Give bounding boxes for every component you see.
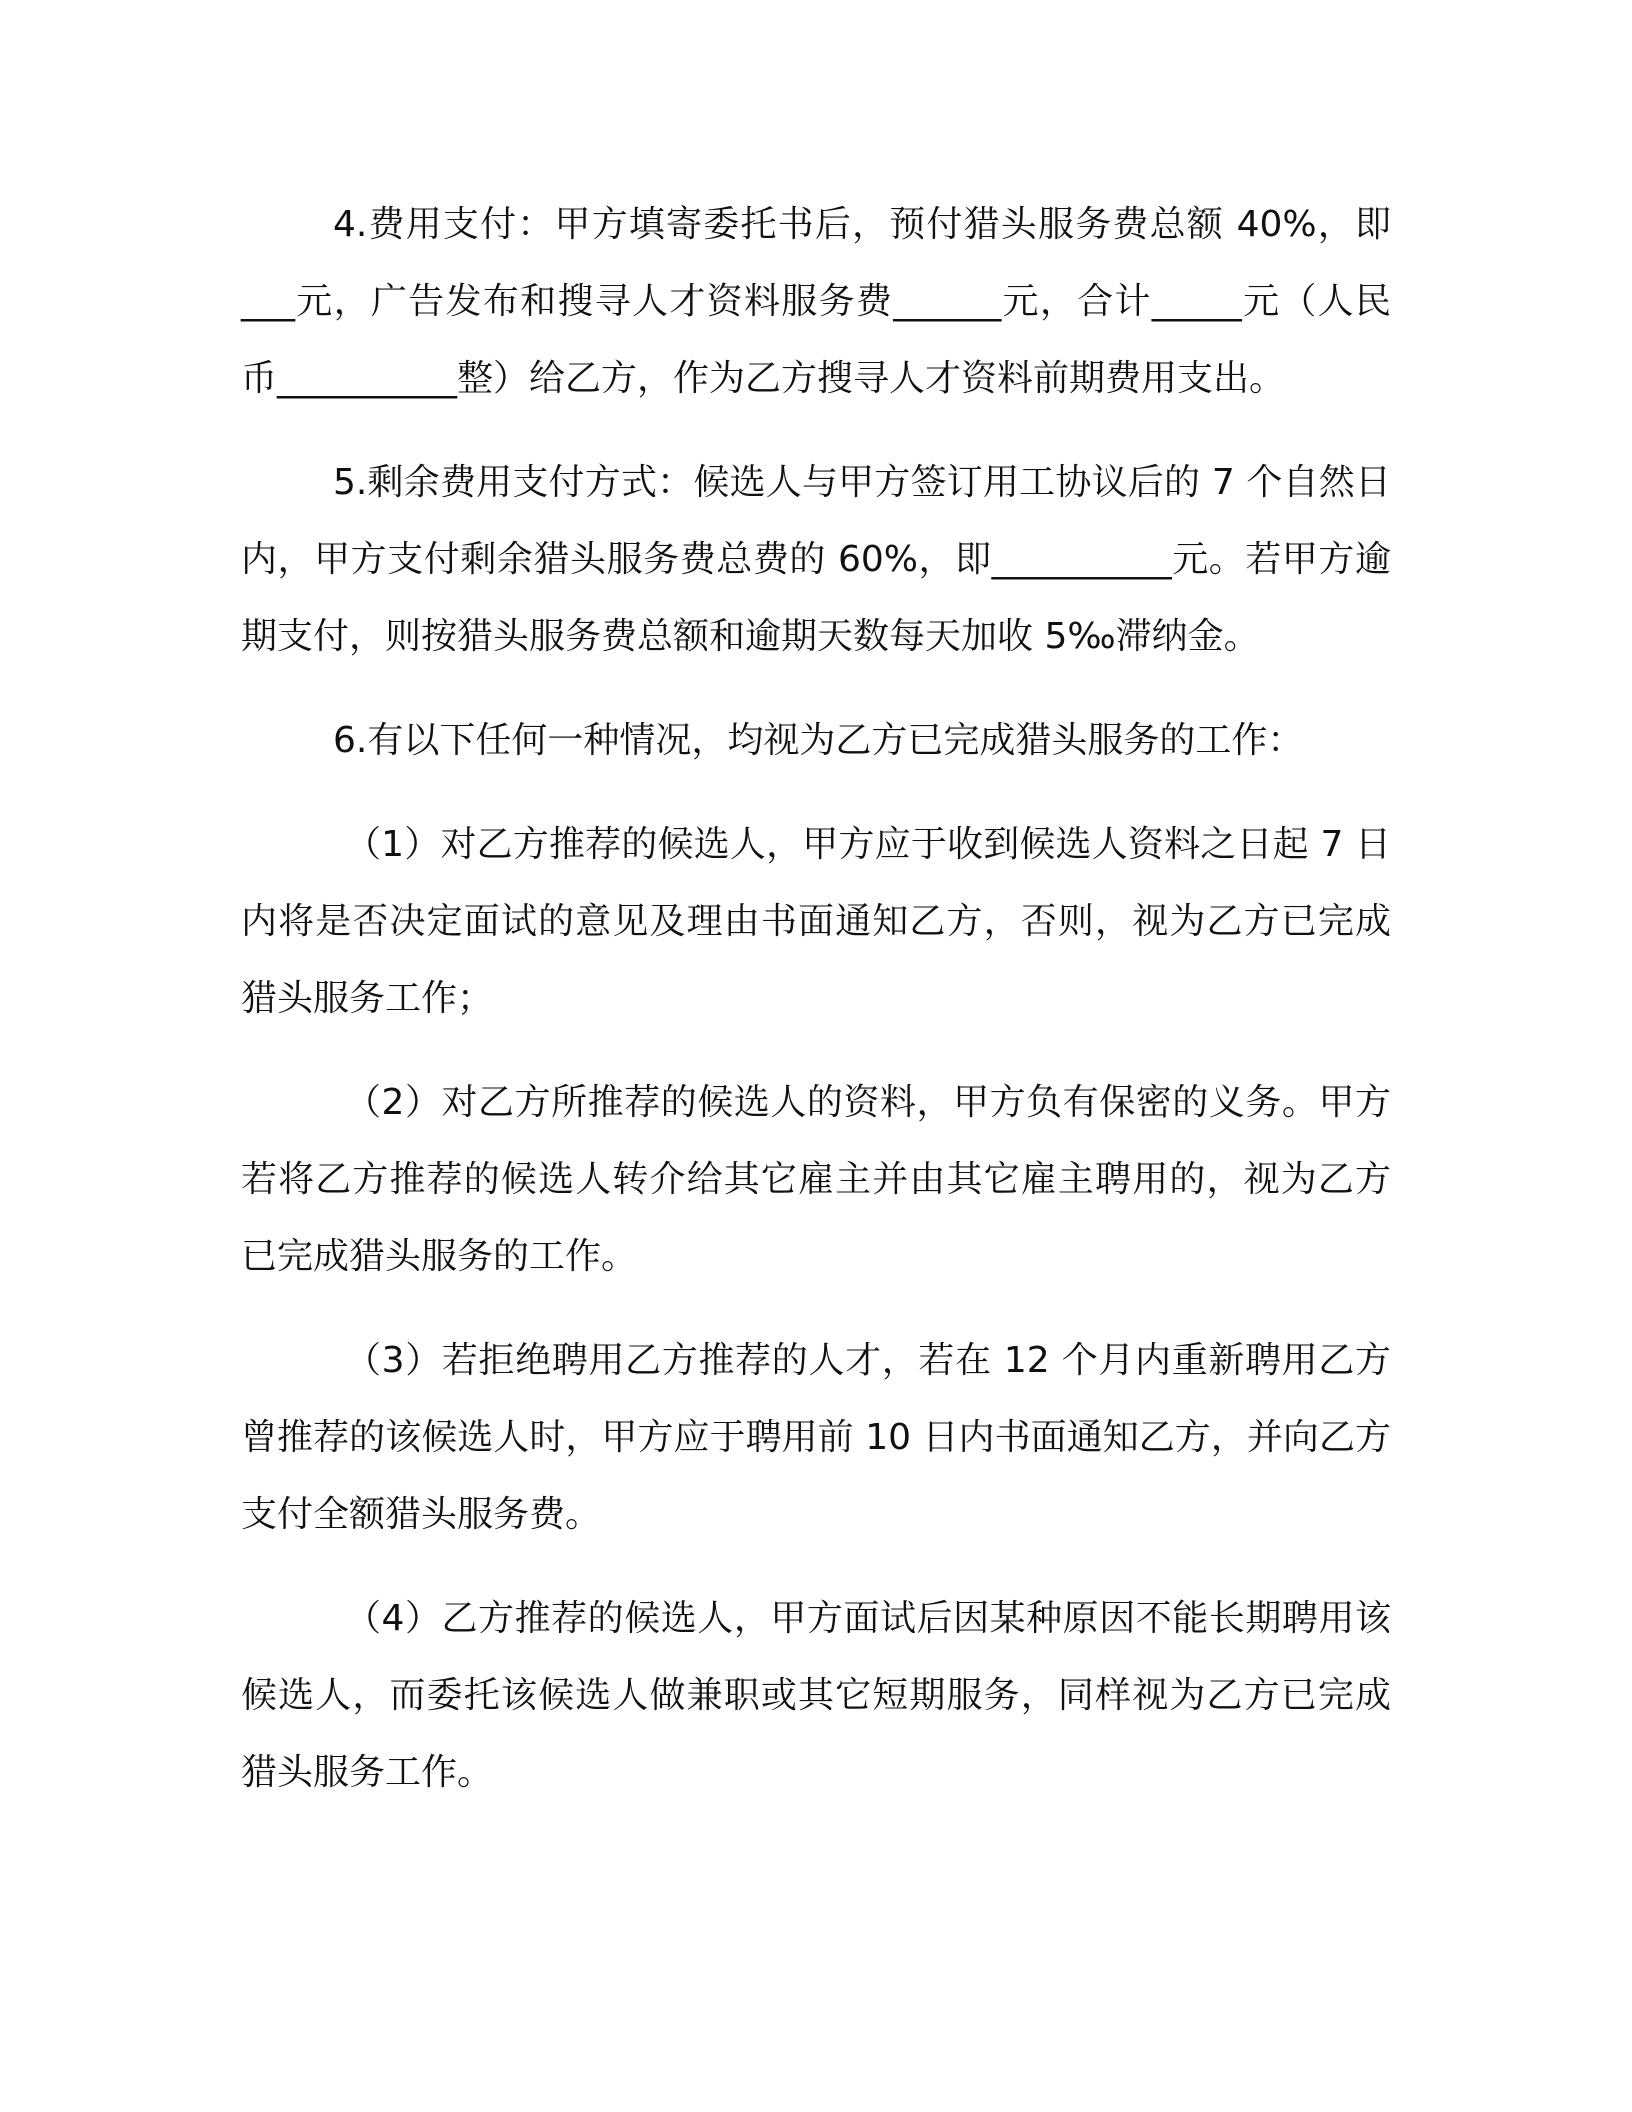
clause-6-item-2: （2）对乙方所推荐的候选人的资料，甲方负有保密的义务。甲方若将乙方推荐的候选人转介给其它雇主并由其它雇主聘用的，视为乙方已完成猎头服务的工作。 bbox=[241, 1082, 1391, 1277]
clause-6-item-3: （3）若拒绝聘用乙方推荐的人才，若在 12 个月内重新聘用乙方曾推荐的该候选人时，甲方应于聘用前 10 日内书面通知乙方，并向乙方支付全额猎头服务费。 bbox=[241, 1340, 1391, 1535]
document-body bbox=[241, 186, 1391, 1811]
clause-4-fee-payment: 4.费用支付：甲方填寄委托书后，预付猎头服务费总额 40%，即___元，广告发布和搜寻人才资料服务费______元，合计_____元（人民币__________整）给乙方，作为乙方搜寻人才资料前期费用支出。 bbox=[241, 204, 1391, 399]
clause-5-remaining-payment: 5.剩余费用支付方式：候选人与甲方签订用工协议后的 7 个自然日内，甲方支付剩余猎头服务费总费的 60%，即__________元。若甲方逾期支付，则按猎头服务费总额和逾期天数每天加收 5‰滞纳金。 bbox=[241, 462, 1391, 657]
clause-6-item-4: （4）乙方推荐的候选人，甲方面试后因某种原因不能长期聘用该候选人，而委托该候选人做兼职或其它短期服务，同样视为乙方已完成猎头服务工作。 bbox=[241, 1598, 1391, 1793]
clause-6-completion-conditions: 6.有以下任何一种情况，均视为乙方已完成猎头服务的工作： bbox=[333, 720, 1304, 761]
clause-6-item-1: （1）对乙方推荐的候选人，甲方应于收到候选人资料之日起 7 日内将是否决定面试的意见及理由书面通知乙方，否则，视为乙方已完成猎头服务工作； bbox=[241, 824, 1391, 1019]
